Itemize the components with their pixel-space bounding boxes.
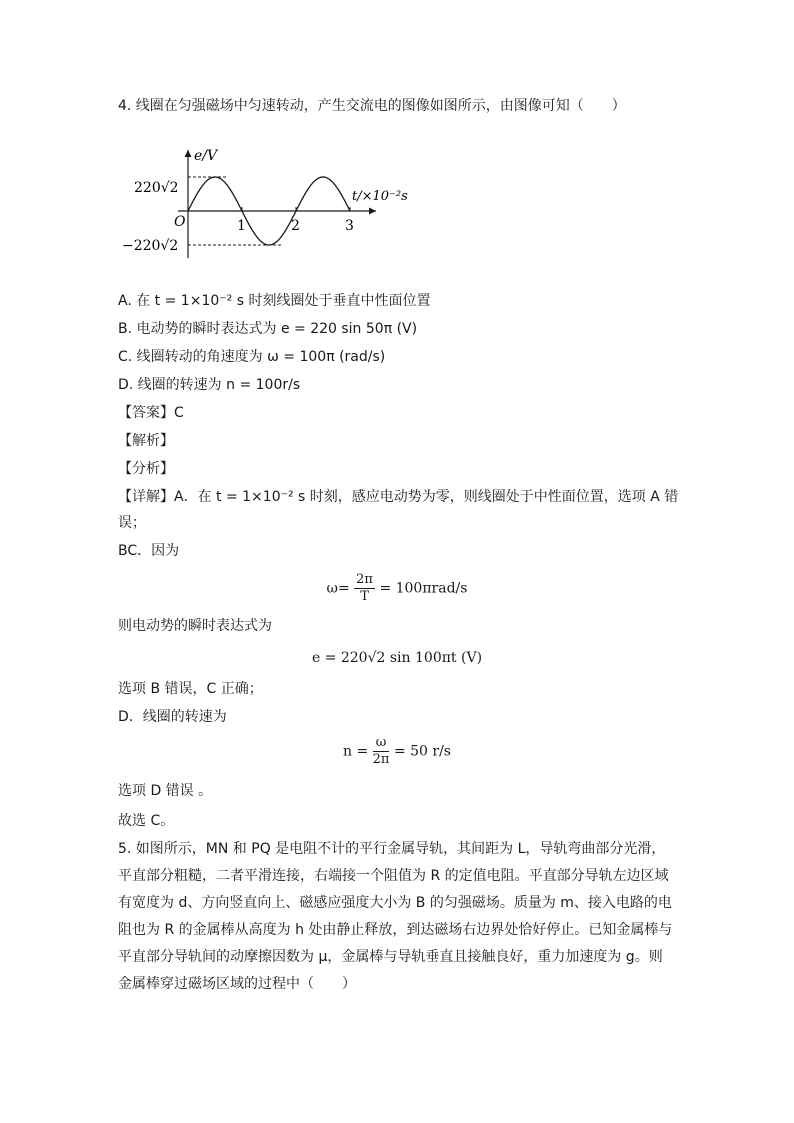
detail-line-1: 【详解】A．在 t = 1×10⁻² s 时刻，感应电动势为零，则线圈处于中性面位置，选项 A 错 xyxy=(118,489,679,505)
fenxi-heading: 【分析】 xyxy=(118,461,174,477)
detail-line-2: 误； xyxy=(118,515,146,531)
y-axis-label: e/V xyxy=(194,148,218,164)
origin-label: O xyxy=(174,214,186,230)
q4-stem: 4. 线圈在匀强磁场中匀速转动，产生交流电的图像如图所示，由图像可知（ ） xyxy=(118,98,626,114)
x-tick-label-3: 3 xyxy=(345,218,354,234)
option-b: B. 电动势的瞬时表达式为 e = 220 sin 50π (V) xyxy=(118,321,418,337)
option-c: C. 线圈转动的角速度为 ω = 100π (rad/s) xyxy=(118,349,386,365)
option-a: A. 在 t = 1×10⁻² s 时刻线圈处于垂直中性面位置 xyxy=(118,293,431,309)
formula-omega: ω= $\frac{2\pi}{T}$ = 100πrad/s xyxy=(326,572,468,604)
y-tick-neg: −220√2 xyxy=(122,238,179,254)
d-wrong: 选项 D 错误 。 xyxy=(118,783,213,799)
q5-line-5: 平直部分导轨间的动摩擦因数为 μ，金属棒与导轨垂直且接触良好，重力加速度为 g。则 xyxy=(118,949,663,965)
answer: 【答案】C xyxy=(118,405,184,421)
option-d: D. 线圈的转速为 n = 100r/s xyxy=(118,377,301,393)
formula-e: e = 220√2 sin 100πt (V) xyxy=(311,650,483,666)
then-expr: 则电动势的瞬时表达式为 xyxy=(118,618,272,634)
formula-n: n = $\frac{\omega}{2\pi}$ = 50 r/s xyxy=(343,735,451,767)
q5-line-6: 金属棒穿过磁场区域的过程中（ ） xyxy=(118,976,356,992)
q5-line-1: 5. 如图所示，MN 和 PQ 是电阻不计的平行金属导轨，其间距为 L，导轨弯曲部分光滑， xyxy=(118,841,666,857)
q5-line-4: 阻也为 R 的金属棒从高度为 h 处由静止释放，到达磁场右边界处恰好停止。已知金属棒与 xyxy=(118,922,673,938)
d-line: D．线圈的转速为 xyxy=(118,709,227,725)
q5-line-3: 有宽度为 d、方向竖直向上、磁感应强度大小为 B 的匀强磁场。质量为 m、接入电路的电 xyxy=(118,895,672,911)
choose: 故选 C。 xyxy=(118,813,175,829)
y-tick-pos: 220√2 xyxy=(134,180,179,196)
bc-line: BC．因为 xyxy=(118,543,180,559)
x-tick-label-1: 1 xyxy=(237,218,246,234)
q5-line-2: 平直部分粗糙，二者平滑连接，右端接一个阻值为 R 的定值电阻。平直部分导轨左边区域 xyxy=(118,868,669,884)
x-tick-label-2: 2 xyxy=(291,218,300,234)
emf-time-graph xyxy=(118,140,418,265)
b-wrong: 选项 B 错误，C 正确； xyxy=(118,681,263,697)
analysis-heading: 【解析】 xyxy=(118,433,174,449)
x-axis-label: t/×10⁻²s xyxy=(352,189,408,204)
